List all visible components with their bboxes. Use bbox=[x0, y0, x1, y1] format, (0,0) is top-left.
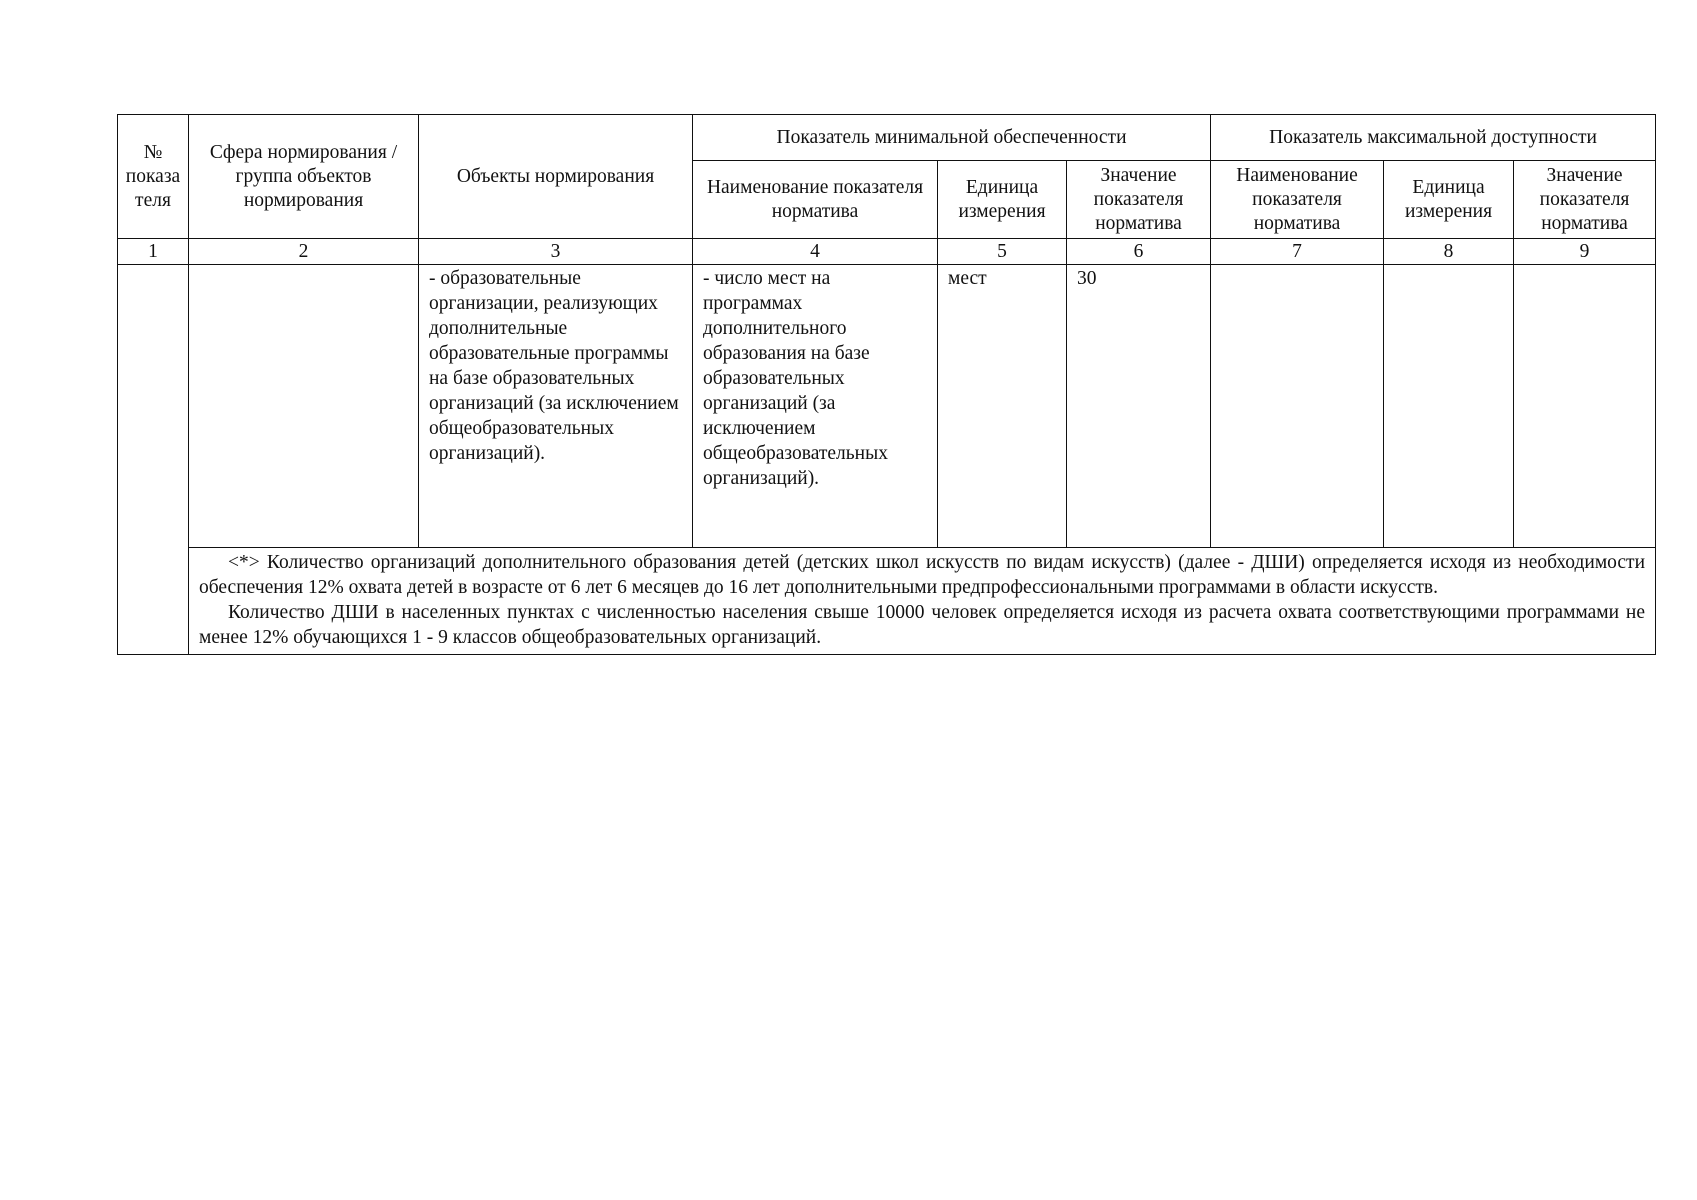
row-max-unit bbox=[1384, 265, 1514, 548]
row-min-name: - число мест на программах дополнительного образования на базе образовательных организаций (за исключением общеобразовательных организаций). bbox=[693, 265, 938, 548]
header-max-value: Значение показателя норматива bbox=[1514, 161, 1656, 239]
row-indicator-number bbox=[118, 265, 189, 655]
header-max-accessibility: Показатель максимальной доступности bbox=[1211, 115, 1656, 161]
row-min-unit: мест bbox=[938, 265, 1067, 548]
column-number: 7 bbox=[1211, 239, 1384, 265]
footnote-cell bbox=[189, 548, 1656, 655]
column-number: 8 bbox=[1384, 239, 1514, 265]
header-max-unit: Единица измерения bbox=[1384, 161, 1514, 239]
header-objects: Объекты нормирования bbox=[419, 115, 693, 239]
column-number: 1 bbox=[118, 239, 189, 265]
header-min-value: Значение показателя норматива bbox=[1067, 161, 1211, 239]
column-number: 9 bbox=[1514, 239, 1656, 265]
header-row-group bbox=[118, 115, 1656, 161]
column-number: 2 bbox=[189, 239, 419, 265]
column-number: 3 bbox=[419, 239, 693, 265]
column-number: 4 bbox=[693, 239, 938, 265]
header-indicator-number: № показа теля bbox=[118, 115, 189, 239]
row-max-name bbox=[1211, 265, 1384, 548]
column-number: 6 bbox=[1067, 239, 1211, 265]
header-min-unit: Единица измерения bbox=[938, 161, 1067, 239]
header-sphere: Сфера нормирования / группа объектов нормирования bbox=[189, 115, 419, 239]
column-number: 5 bbox=[938, 239, 1067, 265]
table-row bbox=[118, 265, 1656, 548]
row-sphere bbox=[189, 265, 419, 548]
row-objects: - образовательные организации, реализующих дополнительные образовательные программы на базе образовательных организаций (за исключением общеобразовательных организаций). bbox=[419, 265, 693, 548]
header-max-name: Наименование показателя норматива bbox=[1211, 161, 1384, 239]
note-row bbox=[118, 548, 1656, 655]
header-min-name: Наименование показателя норматива bbox=[693, 161, 938, 239]
footnote-paragraph-1: <*> Количество организаций дополнительного образования детей (детских школ искусств по видам искусств) (далее - ДШИ) определяется исходя из необходимости обеспечения 12% охвата детей в возрасте от 6 лет 6 месяцев до 16 лет дополнительными предпрофессиональными программами в области искусств. bbox=[199, 552, 1646, 598]
row-min-value: 30 bbox=[1067, 265, 1211, 548]
header-min-provision: Показатель минимальной обеспеченности bbox=[693, 115, 1211, 161]
norms-table bbox=[117, 114, 1656, 655]
row-max-value bbox=[1514, 265, 1656, 548]
footnote-paragraph-2: Количество ДШИ в населенных пунктах с численностью населения свыше 10000 человек определяется исходя из расчета охвата соответствующими программами не менее 12% обучающихся 1 - 9 классов общеобразовательных организаций. bbox=[199, 602, 1646, 648]
column-number-row bbox=[118, 239, 1656, 265]
